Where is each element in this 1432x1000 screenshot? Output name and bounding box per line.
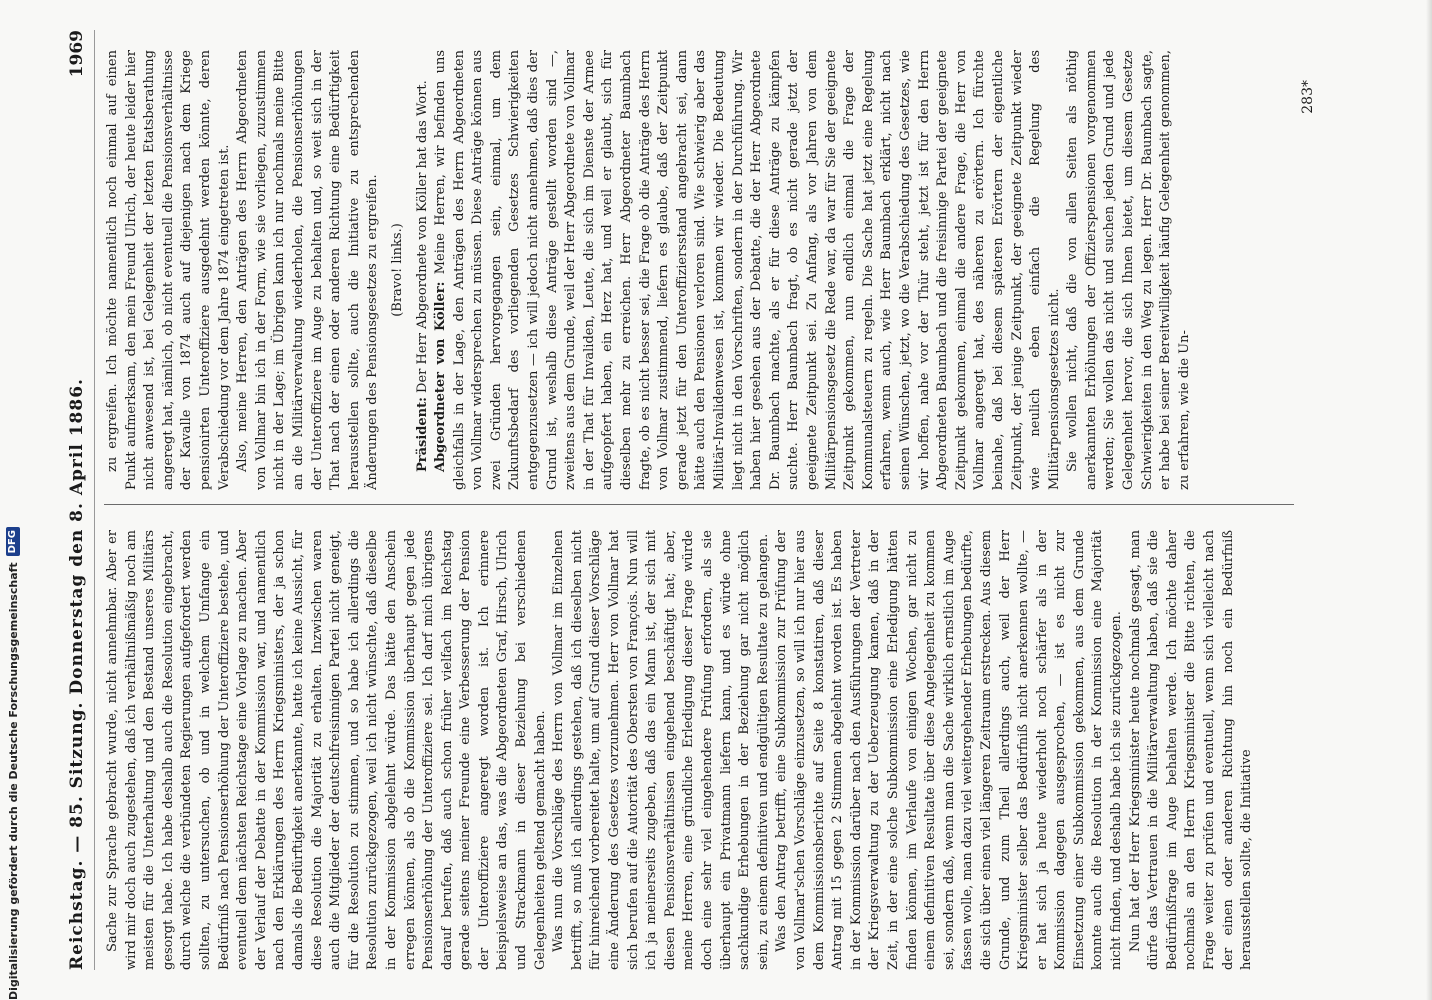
dfg-watermark-text: Digitalisierung gefördert durch die Deutsche Forschungsgemeinschaft xyxy=(6,562,20,1000)
page-edge-shadow xyxy=(1426,0,1432,1000)
right-paragraph: Sie wollen nicht, daß die von allen Seiten als nöthig anerkannten Erhöhungen der Offizierspensionen vorgenommen werden; Sie wollen das nicht und suchen jeden Grund und jede Gelegenheit hervor, die sich Ihnen bietet, um diesem Gesetze Schwierigkeiten in den Weg zu legen. Herr Dr. Baumbach sagte, er habe bei seiner Bereitwilligkeit häufig Gelegenheit genommen, zu erfahren, wie die Un- xyxy=(1065,50,1192,490)
president-statement xyxy=(414,50,433,490)
speaker-statement xyxy=(432,50,1064,490)
right-column xyxy=(104,50,1294,490)
dfg-watermark xyxy=(4,529,22,1000)
left-paragraph: Nun hat der Herr Kriegsminister heute nochmals gesagt, man dürfe das Vertrauen in die Militärverwaltung haben, daß sie die Bedürfnißfrage im Auge behalten werde. Ich möchte daher nochmals an den Herrn Kriegsminister die Bitte richten, die Frage weiter zu prüfen und eventuell, wenn sich vielleicht nach der einen oder anderen Richtung hin noch ein Bedürfniß herausstellen sollte, die Initiative xyxy=(1127,530,1255,970)
left-column xyxy=(104,530,1294,970)
dfg-logo-icon: DFG xyxy=(6,527,20,556)
left-paragraph: Sache zur Sprache gebracht wurde, nicht annehmbar. Aber er wird mir doch auch zugestehen, daß ich verhältnißmäßig noch am meisten für die Unterhaltung und den Bestand unseres Militärs gesorgt habe. Ich habe deshalb auch die Resolution eingebracht, durch welche die verbündeten Regierungen aufgefordert werden sollten, zu untersuchen, ob und in welchem Umfange ein Bedürfniß nach Pensionserhöhung der Unteroffiziere bestehe, und eventuell dem nächsten Reichstage eine Vorlage zu machen. Aber der Verlauf der Debatte in der Kommission war, und namentlich nach den Erklärungen des Herrn Kriegsministers, der ja schon damals die Bedürftigkeit anerkannte, hatte ich keine Aussicht, für diese Resolution die Majorität zu erhalten. Inzwischen waren auch die Mitglieder der deutschfreisinnigen Partei nicht geneigt, für die Resolution zu stimmen, und so habe ich allerdings die Resolution zurückgezogen, weil ich nicht wünschte, daß dieselbe in der Kommission abgelehnt würde. Das hätte den Anschein erregen können, als ob die Kommission überhaupt gegen jede Pensionserhöhung der Unteroffiziere sei. Ich darf mich übrigens darauf berufen, daß auch schon früher vielfach im Reichstag gerade seitens meiner Freunde eine Verbesserung der Pension der Unteroffiziere angeregt worden ist. Ich erinnere beispielsweise an das, was die Abgeordneten Graf, Hirsch, Ulrich und Strackmann in dieser Beziehung bei verschiedenen Gelegenheiten geltend gemacht haben. xyxy=(105,530,548,970)
president-text: Der Herr Abgeordnete von Köller hat das Wort. xyxy=(414,80,430,393)
applause-note: (Bravo! links.) xyxy=(389,223,405,317)
column-divider xyxy=(104,504,1294,505)
header-title: Reichstag. — 85. Sitzung. Donnerstag den 8. April 1886. xyxy=(67,378,87,970)
dfg-watermark-strip xyxy=(0,0,26,1000)
page-number: 1969 xyxy=(67,30,87,78)
left-paragraph: Was den Antrag betrifft, eine Subkommission zur Prüfung der von Vollmar'schen Vorschläge einzusetzen, so will ich nur hier aus dem Kommissionsberichte auf Seite 8 konstatiren, daß dieser Antrag mit 15 gegen 2 Stimmen abgelehnt worden ist. Es haben in der Kommission darüber nach den Ausführungen der Vertreter der Kriegsverwaltung zu der Ueberzeugung kamen, daß in der Zeit, in der eine solche Subkommission eine Erledigung hätten finden können, im Verlaufe von einigen Wochen, gar nicht zu einem definitiven Resultate über diese Angelegenheit zu kommen sei, sondern daß, wenn man die Sache wirklich ernstlich im Auge fassen wolle, man dazu viel weitergehender Erhebungen bedürfte, die sich über einen viel längeren Zeitraum erstrecken. Aus diesem Grunde, und zum Theil allerdings auch, weil der Herr Kriegsminister selber das Bedürfniß nicht anerkennen wollte, — er hat sich ja heute wiederholt noch schärfer als in der Kommission dagegen ausgesprochen, — ist es nicht zur Einsetzung einer Subkommission gekommen, aus dem Grunde konnte auch die Resolution in der Kommission eine Majorität nicht finden, und deshalb habe ich sie zurückgezogen. xyxy=(774,530,1125,970)
right-paragraph: zu ergreifen. Ich möchte namentlich noch einmal auf einen Punkt aufmerksam, den mein Freund Ulrich, der heute leider hier nicht anwesend ist, bei Gelegenheit der letzten Etatsberathung angeregt hat, nämlich, ob nicht eventuell die Pensionsverhältnisse der Kavalle von 1874 auch auf diejenigen nach dem Kriege pensionirten Unteroffiziere ausgedehnt werden könnte, deren Verabschiedung vor dem Jahre 1874 eingetreten ist. xyxy=(105,50,232,490)
speaker-text: Meine Herren, wir befinden uns gleichfalls in der Lage, den Anträgen des Herrn Abgeordneten von Vollmar widersprechen zu müssen. Diese Anträge können aus zwei Gründen hervorgegangen sein, einmal, um dem Zukunftsbedarf des vorliegenden Gesetzes Schwierigkeiten entgegenzusetzen — ich will jedoch nicht annehmen, daß dies der Grund ist, weshalb diese Anträge gestellt worden sind —, zweitens aus dem Grunde, weil der Herr Abgeordnete von Vollmar in der That für Invaliden, Leute, die sich im Dienste der Armee aufgeopfert haben, ein Herz hat, und weil er glaubt, sich für dieselben mehr zu erreichen. Herr Abgeordneter Baumbach fragte, ob es nicht besser sei, die Frage ob die Anträge des Herrn von Vollmar zustimmend, liefern es glaube, daß der Zeitpunkt gerade jetzt für den Unteroffiziersstand angebracht sei, dann hätte auch den Pensionen verloren sind. Wie schwierig aber das Militär-Invalidenwesen ist, kommen wir wieder. Die Bedeutung liegt nicht in den Vorschriften, sondern in der Durchführung. Wir haben hier gesehen aus der Debatte, die der Herr Abgeordnete Dr. Baumbach machte, als er für diese Anträge zu kämpfen suchte. Herr Baumbach fragt, ob es nicht gerade jetzt der geeignete Zeitpunkt sei. Zu Anfang, als vor Jahren von dem Militärpensionsgesetz die Rede war, da war für Sie der geeignete Zeitpunkt gekommen, nun endlich einmal die Frage der Kommunalsteuern zu regeln. Die Sache hat jetzt eine Regelung erfahren, wenn auch, wie Herr Baumbach erklärt, nicht nach seinen Wünschen, jetzt, wo die Verabschiedung des Gesetzes, wie wir hoffen, nahe vor der Thür steht, jetzt ist für den Herrn Abgeordneten Baumbach und die freisinnige Partei der geeignete Zeitpunkt gekommen, einmal die andere Frage, die Herr von Vollmar angeregt hat, des näheren zu erörtern. Ich fürchte beinahe, daß bei diesem späteren Erörtern der eigentliche Zeitpunkt, der jenige Zeitpunkt, der geeignete Zeitpunkt wieder wie neulich eben einfach die Regelung des Militärpensionsgesetzes nicht. xyxy=(433,50,1062,490)
left-paragraph: Was nun die Vorschläge des Herrn von Vollmar im Einzelnen betrifft, so muß ich allerdings gestehen, daß ich dieselben nicht für hinreichend vorbereitet halte, um auf Grund dieser Vorschläge eine Änderung des Gesetzes vorzunehmen. Herr von Vollmar hat sich berufen auf die Autorität des Obersten von François. Nun will ich ja meinerseits zugeben, daß das ein Mann ist, der sich mit diesen Pensionsverhältnissen eingehend beschäftigt hat; aber, meine Herren, eine gründliche Erledigung dieser Frage würde doch eine sehr viel eingehendere Prüfung erfordern, als sie überhaupt ein Privatmann liefern kann, und es würde ohne sachkundige Erhebungen in der Beziehung gar nicht möglich sein, zu einem definitiven und endgültigen Resultate zu gelangen. xyxy=(551,530,771,970)
speaker-label: Abgeordneter von Köller: xyxy=(433,281,449,472)
right-paragraph: Also, meine Herren, den Anträgen des Herrn Abgeordneten von Vollmar bin ich in der Form, wie sie vorliegen, zuzustimmen nicht in der Lage; im Übrigen kann ich nur nochmals meine Bitte an die Militärverwaltung wiederholen, die Pensionserhöhungen der Unteroffiziere im Auge zu behalten und, so weit sich in der That nach der einen oder anderen Richtung eine Bedürftigkeit herausstellen sollte, auch die Initiative zu entsprechenden Änderungen des Pensionsgesetzes zu ergreifen. xyxy=(235,50,381,490)
signature-mark: 283* xyxy=(1300,80,1316,114)
running-header xyxy=(60,30,95,970)
president-label: Präsident: xyxy=(414,397,430,472)
